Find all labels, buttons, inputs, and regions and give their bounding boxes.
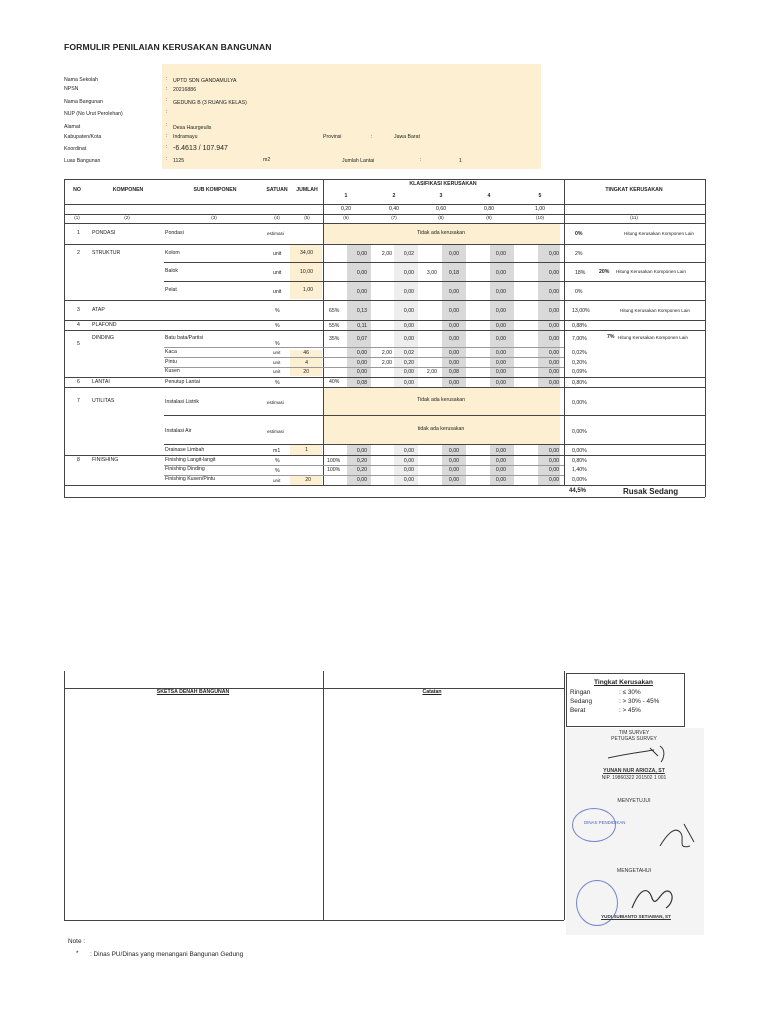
col-index: (6) (343, 215, 349, 220)
legend-sedang-label: Sedang (570, 698, 593, 705)
cell-value: 0,00 (495, 477, 506, 483)
col-index: (2) (124, 215, 130, 220)
cell-value: 0,00 (403, 308, 414, 314)
class-weight: 0,40 (388, 206, 400, 212)
row-satuan: % (275, 468, 280, 474)
row-sub: Penutup Lantai (165, 379, 200, 385)
box-line (323, 671, 324, 920)
row-satuan: estimasi (267, 231, 284, 236)
colon: : (166, 97, 168, 103)
note-text: : Dinas PU/Dinas yang menangani Bangunan Gedung (90, 951, 244, 958)
cell-value: 0,00 (448, 380, 459, 386)
row-line (64, 320, 705, 321)
class-number: 5 (538, 193, 542, 199)
row-satuan: unit (273, 350, 281, 355)
nama-bangunan-value: GEDUNG B (3 RUANG KELAS) (173, 100, 247, 106)
row-komponen: DINDING (92, 335, 114, 341)
row-line (64, 485, 705, 486)
box-line (64, 920, 564, 921)
row-no: 2 (77, 250, 80, 256)
cell-value: 2,00 (381, 251, 392, 257)
note-label: Note : (68, 938, 86, 945)
table-border (705, 179, 706, 497)
cell-value: 0,00 (495, 270, 506, 276)
cell-value: 0,00 (356, 448, 367, 454)
col-index: (10) (535, 215, 545, 220)
table-border (64, 179, 705, 180)
row-result: 13,00% (572, 308, 590, 314)
row-line (164, 444, 705, 445)
row-line (164, 357, 564, 358)
row-jumlah: 10,00 (300, 269, 313, 275)
cell-value: 0,00 (403, 458, 414, 464)
cell-value: 0,20 (356, 458, 367, 464)
legend-berat-label: Berat (570, 707, 586, 714)
cell-value: 0,00 (495, 251, 506, 257)
row-line (164, 347, 564, 348)
row-satuan: estimasi (267, 429, 284, 434)
row-line (164, 475, 564, 476)
row-no: 4 (77, 322, 80, 328)
header-komponen: KOMPONEN (112, 187, 144, 193)
cell-value: 0,11 (357, 323, 367, 329)
row-line (64, 377, 705, 378)
cell-value: 0,20 (356, 467, 367, 473)
col-index: (5) (304, 215, 310, 220)
no-damage-text: tidak ada kerusakan (417, 426, 465, 432)
row-no: 5 (77, 341, 80, 347)
hitung-note: Hitung Kerusakan Komponen Lain (616, 269, 686, 274)
hitung-note: Hitung Kerusakan Komponen Lain (618, 335, 688, 340)
koordinat-value: -6.4613 / 107.947 (173, 145, 228, 152)
official-stamp (576, 880, 618, 926)
cell-value: 0,00 (548, 448, 559, 454)
cell-value: 0,00 (356, 360, 367, 366)
header-line (64, 223, 705, 224)
box-line (64, 688, 564, 689)
row-jumlah: 1 (305, 447, 308, 453)
row-result: 0,88% (572, 323, 587, 329)
cell-value: 0,00 (448, 308, 459, 314)
colon: : (371, 134, 373, 140)
approver-signature (656, 816, 701, 856)
row-jumlah: 46 (303, 350, 309, 356)
row-result: 0,80% (572, 458, 587, 464)
row-komponen: UTILITAS (92, 398, 115, 404)
cell-value: 0,07 (356, 336, 367, 342)
row-satuan: unit (273, 251, 282, 257)
official-stamp (572, 808, 616, 842)
row-komponen: PLAFOND (92, 322, 117, 328)
row-result: 0,20% (572, 360, 587, 366)
class-number: 4 (487, 193, 491, 199)
col-index: (11) (630, 215, 638, 220)
cell-value: 0,00 (356, 270, 367, 276)
class-number: 2 (392, 193, 396, 199)
colon: : (166, 144, 168, 150)
jumlah-lantai-value: 1 (459, 158, 462, 164)
cell-value: 0,00 (548, 251, 559, 257)
cell-value: 0,00 (403, 380, 414, 386)
box-line (564, 671, 565, 920)
surveyor-signature (606, 742, 676, 764)
row-no: 3 (77, 307, 80, 313)
row-jumlah: 4 (305, 360, 308, 366)
alamat-value: Desa Haurgeulis (173, 125, 212, 131)
row-satuan: unit (273, 369, 281, 374)
row-line (164, 415, 705, 416)
table-border (64, 497, 705, 498)
row-satuan: unit (273, 289, 282, 295)
cell-value: 0,00 (356, 369, 367, 375)
row-jumlah: 1,00 (302, 287, 313, 293)
legend-sedang-value: : > 30% - 45% (619, 698, 660, 705)
surveyor-nip: NIP. 19860322 201502 1 001 (601, 775, 667, 781)
row-sub: Instalasi Air (165, 428, 192, 434)
cell-value: 0,00 (448, 350, 459, 356)
cell-value: 0,00 (448, 467, 459, 473)
col-index: (8) (438, 215, 444, 220)
damage-legend (566, 673, 685, 727)
row-sub: Kusen (165, 368, 180, 374)
cell-value: 0,00 (495, 380, 506, 386)
luas-label: Luas Bangunan (64, 158, 101, 164)
row-sub: Kolom (165, 250, 180, 256)
box-line (64, 671, 65, 920)
cell-value: 0,00 (548, 458, 559, 464)
damage-category: Rusak Sedang (623, 487, 679, 496)
cell-value: 0,00 (356, 350, 367, 356)
cell-value: 0,08 (448, 369, 459, 375)
no-damage-text: Tidak ada kerusakan (417, 230, 465, 236)
row-pct: 35% (329, 336, 340, 342)
col-index: (4) (274, 215, 280, 220)
cell-value: 0,18 (448, 270, 459, 276)
row-komponen: PONDASI (92, 230, 116, 236)
surveyor-name: YUNAN NUR ARIOZA, ST (603, 768, 665, 774)
row-pct: 100% (327, 467, 341, 473)
header-sub-komponen: SUB KOMPONEN (193, 187, 237, 193)
row-satuan: % (275, 308, 280, 314)
row-satuan: unit (273, 270, 282, 276)
koordinat-label: Koordinat (64, 146, 87, 152)
cell-value: 0,00 (495, 289, 506, 295)
cell-value: 0,00 (403, 477, 414, 483)
row-result: 0,02% (572, 350, 587, 356)
class-weight: 1,00 (534, 206, 546, 212)
row-sub: Balok (165, 268, 178, 274)
row-komponen: STRUKTUR (92, 250, 121, 256)
cell-value: 0,00 (403, 336, 414, 342)
cell-value: 0,13 (356, 308, 367, 314)
col-index: (3) (211, 215, 217, 220)
legend-berat-value: : > 45% (619, 707, 641, 714)
cell-value: 0,00 (448, 448, 459, 454)
row-pct: 65% (329, 308, 340, 314)
col-index: (7) (391, 215, 397, 220)
colon: : (166, 109, 168, 115)
provinsi-label: Provinsi (323, 134, 342, 140)
cell-value: 0,00 (548, 336, 559, 342)
row-result: 0,00% (572, 400, 587, 406)
row-satuan: unit (273, 360, 281, 365)
cell-value: 0,00 (548, 350, 559, 356)
header-satuan: SATUAN (266, 187, 288, 193)
nup-label: NUP (No Urut Perolehan) (64, 111, 123, 117)
row-line (164, 262, 705, 263)
cell-value: 0,00 (448, 323, 459, 329)
row-result: 2% (575, 251, 583, 257)
provinsi-value: Jawa Barat (394, 134, 420, 140)
cell-value: 0,00 (403, 448, 414, 454)
cell-value: 3,00 (426, 270, 437, 276)
row-no: 7 (77, 398, 80, 404)
cell-value: 0,00 (495, 323, 506, 329)
total-percent: 44,5% (569, 488, 587, 494)
cell-value: 0,00 (356, 477, 367, 483)
cell-value: 0,00 (548, 289, 559, 295)
row-satuan: % (275, 341, 280, 347)
kabupaten-value: Indramayu (173, 134, 198, 140)
cell-value: 0,00 (403, 369, 414, 375)
class-weight: 0,20 (340, 206, 352, 212)
row-pct: 40% (329, 379, 340, 385)
colon: : (420, 157, 422, 163)
row-sub: Drainase Limbah (165, 447, 205, 453)
col-index: (1) (74, 215, 80, 220)
header-no: NO (73, 187, 81, 193)
row-satuan: estimasi (267, 400, 284, 405)
row-satuan: % (275, 323, 280, 329)
row-result: 1,40% (572, 467, 587, 473)
cell-value: 2,00 (426, 369, 437, 375)
menyetujui-label: MENYETUJUI (617, 798, 651, 804)
row-result: 0,09% (572, 369, 587, 375)
row-jumlah: 20 (305, 477, 311, 483)
table-border (64, 179, 65, 497)
cell-value: 0,00 (548, 380, 559, 386)
cell-value: 0,00 (448, 336, 459, 342)
header-klasifikasi: KLASIFIKASI KERUSAKAN (409, 181, 477, 187)
row-result: 0,00% (572, 477, 587, 483)
nama-bangunan-label: Nama Bangunan (64, 99, 103, 105)
cell-value: 0,00 (448, 251, 459, 257)
row-result: 7,00% (572, 336, 587, 342)
petugas-survey-label: PETUGAS SURVEY (611, 736, 657, 742)
class-number: 1 (344, 193, 348, 199)
cell-value: 0,00 (448, 458, 459, 464)
row-komponen: LANTAI (92, 379, 110, 385)
cell-value: 0,00 (403, 270, 414, 276)
cell-value: 0,00 (548, 369, 559, 375)
class-weight: 0,60 (435, 206, 447, 212)
row-line (164, 367, 564, 368)
cell-value: 0,00 (548, 308, 559, 314)
cell-value: 0,00 (448, 289, 459, 295)
cell-value: 0,00 (448, 477, 459, 483)
row-result: 0,00% (572, 429, 587, 435)
row-satuan: % (275, 458, 280, 464)
row-sub: Finishing Kusen/Pintu (165, 476, 216, 482)
hitung-note: Hitung Kerusakan Komponen Lain (624, 231, 694, 236)
cell-value: 0,00 (495, 467, 506, 473)
note-bullet: * (76, 950, 79, 957)
cell-value: 0,00 (495, 458, 506, 464)
row-komponen: ATAP (92, 307, 105, 313)
cell-value: 0,00 (356, 251, 367, 257)
colon: : (166, 133, 168, 139)
row-result: 0,00% (572, 448, 587, 454)
cell-value: 2,00 (381, 350, 392, 356)
kabupaten-label: Kabupaten/Kota (64, 134, 102, 140)
knowing-signature (626, 878, 681, 918)
row-no: 6 (77, 379, 80, 385)
dinding-total: 7% (607, 334, 615, 340)
npsn-value: 20216886 (173, 87, 197, 93)
colon: : (166, 156, 168, 162)
cell-value: 0,00 (403, 467, 414, 473)
header-jumlah: JUMLAH (296, 187, 318, 193)
mengetahui-name: YUDI SUBIANTO SETIAWAN, ST (601, 914, 671, 919)
luas-value: 1125 (173, 158, 185, 164)
cell-value: 0,00 (495, 308, 506, 314)
cell-value: 0,00 (495, 369, 506, 375)
row-result: 18% (575, 270, 586, 276)
row-result: 0,80% (572, 380, 587, 386)
mengetahui-label: MENGETAHUI (616, 868, 652, 874)
cell-value: 0,00 (495, 336, 506, 342)
signature-area (566, 728, 704, 935)
row-jumlah: 20 (303, 369, 309, 375)
cell-value: 0,00 (403, 289, 414, 295)
header-line (64, 204, 705, 205)
row-sub: Instalasi Listrik (165, 399, 200, 405)
row-satuan: unit (273, 478, 281, 483)
column-line (564, 179, 565, 485)
jumlah-lantai-label: Jumlah Lantai (342, 158, 375, 164)
row-sub: Finishing Langit-langit (165, 457, 216, 463)
class-number: 3 (439, 193, 443, 199)
struktur-total: 20% (599, 269, 610, 275)
legend-title: Tingkat Kerusakan (594, 679, 653, 686)
cell-value: 0,00 (548, 467, 559, 473)
row-sub: Pintu (165, 359, 177, 365)
form-title: FORMULIR PENILAIAN KERUSAKAN BANGUNAN (64, 42, 272, 52)
cell-value: 0,00 (495, 350, 506, 356)
no-damage-text: Tidak ada kerusakan (417, 397, 465, 403)
row-pct: 55% (329, 323, 340, 329)
colon: : (166, 122, 168, 128)
row-line (164, 281, 705, 282)
class-weight: 0,80 (483, 206, 495, 212)
row-line (64, 455, 705, 456)
row-line (64, 244, 705, 245)
row-satuan: m1 (273, 448, 281, 454)
column-line (323, 179, 324, 485)
row-sub: Pondasi (165, 230, 184, 236)
row-line (64, 330, 705, 331)
legend-ringan-label: Ringan (570, 689, 591, 696)
cell-value: 0,00 (403, 323, 414, 329)
row-no: 1 (77, 230, 80, 236)
cell-value: 2,00 (381, 360, 392, 366)
nama-sekolah-value: UPTD SDN GANDAMULYA (173, 78, 237, 84)
cell-value: 0,02 (403, 350, 414, 356)
row-sub: Finishing Dinding (165, 466, 205, 472)
cell-value: 0,00 (495, 360, 506, 366)
row-line (64, 387, 705, 388)
cell-value: 0,00 (495, 448, 506, 454)
tim-survey-label: TIM SURVEY (618, 730, 650, 736)
row-line (164, 465, 564, 466)
row-result: 0% (575, 231, 583, 237)
npsn-label: NPSN (64, 86, 79, 92)
legend-ringan-value: : ≤ 30% (619, 689, 641, 696)
stamp-text: DINAS PENDIDIKAN (584, 820, 626, 825)
row-sub: Batu bata/Partisi (165, 335, 204, 341)
row-satuan: % (275, 380, 280, 386)
luas-unit: m2 (263, 157, 271, 163)
cell-value: 0,00 (448, 360, 459, 366)
row-komponen: FINISHING (92, 457, 119, 463)
cell-value: 0,00 (548, 477, 559, 483)
cell-value: 0,08 (356, 380, 367, 386)
row-sub: Pelat (165, 287, 177, 293)
nama-sekolah-label: Nama Sekolah (64, 77, 99, 83)
row-sub: Kaca (165, 349, 177, 355)
cell-value: 0,00 (548, 360, 559, 366)
row-jumlah: 34,00 (300, 250, 313, 256)
colon: : (166, 76, 168, 82)
colon: : (166, 86, 168, 92)
cell-value: 0,00 (356, 289, 367, 295)
header-tingkat: TINGKAT KERUSAKAN (605, 187, 663, 193)
alamat-label: Alamat (64, 124, 81, 130)
row-pct: 100% (327, 458, 341, 464)
sketsa-label: SKETSA DENAH BANGUNAN (156, 689, 230, 695)
cell-value: 0,20 (403, 360, 414, 366)
col-index: (9) (486, 215, 492, 220)
row-result: 0% (575, 289, 583, 295)
cell-value: 0,00 (548, 270, 559, 276)
row-line (64, 300, 705, 301)
cell-value: 0,00 (548, 323, 559, 329)
row-no: 8 (77, 457, 80, 463)
catatan-label: Catatan (422, 689, 442, 695)
hitung-note: Hitung Kerusakan Komponen Lain (620, 308, 690, 313)
cell-value: 0,02 (403, 251, 414, 257)
header-line (64, 214, 705, 215)
